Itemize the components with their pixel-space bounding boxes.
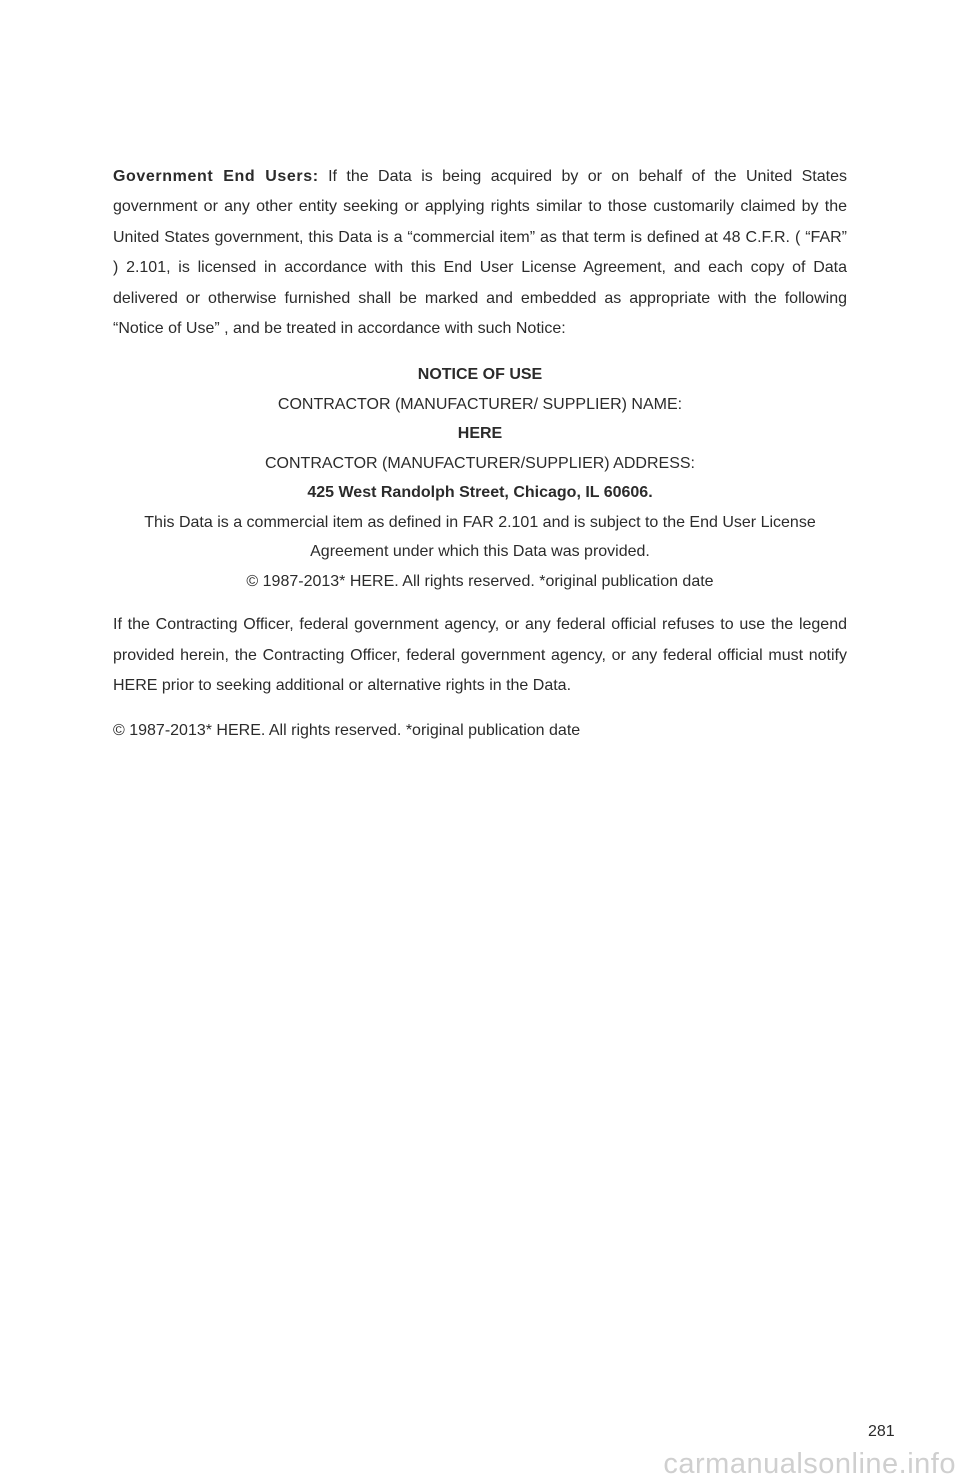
notice-title: NOTICE OF USE (417, 366, 543, 384)
paragraph-line: If the Data is being acquired by or on behalf of the United States (328, 168, 847, 185)
watermark-text: carmanualsonline.info (663, 1448, 956, 1480)
footer-copyright: © 1987-2013* HERE. All rights reserved. *original publication date (113, 721, 581, 739)
paragraph-line: government or any other entity seeking or applying rights similar to those customarily claimed by (113, 198, 819, 216)
contractor-name-value: HERE (457, 425, 503, 443)
contractor-name-label: CONTRACTOR (MANUFACTURER/ SUPPLIER) NAME: (277, 395, 683, 413)
paragraph-line: the United States government, this Data is a “commercial item” as that term is defined at 48 (113, 198, 847, 246)
notice-copyright: © 1987-2013* HERE. All rights reserved. *original publication date (246, 572, 714, 590)
notice-statement-line: This Data is a commercial item as defined in FAR 2.101 and is subject to the End User License (144, 513, 816, 531)
page-number: 281 (868, 1423, 895, 1440)
notice-statement-line: Agreement under which this Data was provided. (310, 543, 650, 561)
paragraph-line: legend provided herein, the Contracting Officer, federal government agency, or any federal official (113, 616, 847, 664)
government-end-users-heading: Government End Users: (113, 168, 319, 185)
paragraph-line: appropriate with the following “Notice of Use” , and be treated in accordance with such Notice: (113, 289, 847, 338)
paragraph-line: C.F.R. ( “FAR” ) 2.101, is licensed in accordance with this End User License Agreement, and (113, 228, 847, 277)
contractor-address-value: 425 West Randolph Street, Chicago, IL 60606. (307, 484, 653, 502)
paragraph-line: each copy of Data delivered or otherwise furnished shall be marked and embedded as (113, 259, 848, 307)
contractor-address-label: CONTRACTOR (MANUFACTURER/SUPPLIER) ADDRESS: (265, 454, 695, 472)
government-end-users-paragraph (113, 162, 847, 344)
paragraph-line: must notify HERE prior to seeking additional or alternative rights in the Data. (113, 646, 848, 695)
contracting-officer-paragraph (113, 610, 847, 701)
paragraph-line: If the Contracting Officer, federal government agency, or any federal official refuses to use the (113, 616, 794, 634)
notice-of-use-block (113, 360, 847, 596)
document-body (113, 162, 847, 746)
